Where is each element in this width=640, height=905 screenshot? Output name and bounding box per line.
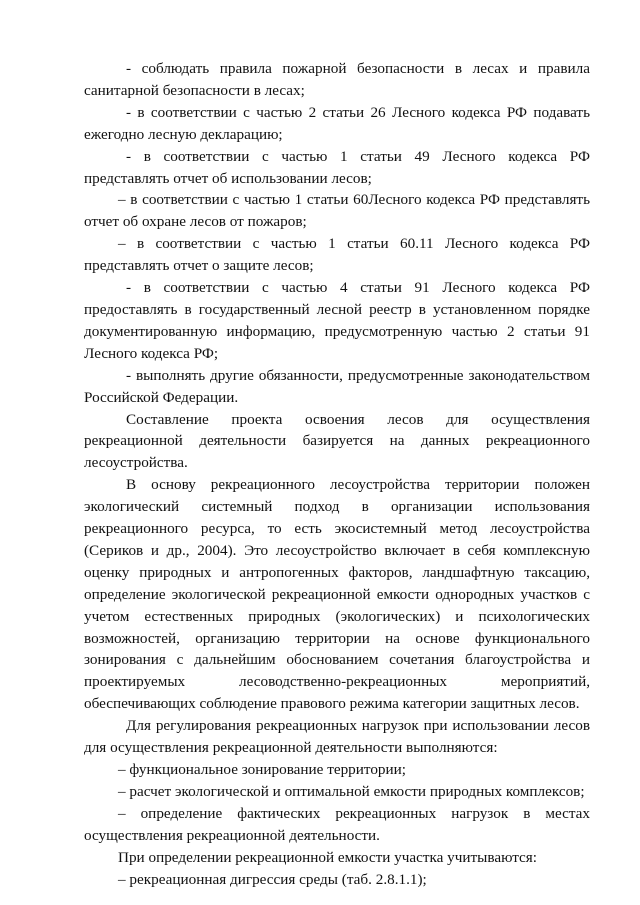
list-item-actual-loads: – определение фактических рекреационных нагрузок в местах осуществления рекреационной деятельности. xyxy=(84,804,590,844)
paragraph-project-basis: Составление проекта освоения лесов для осуществления рекреационной деятельности базируется на данных рекреационного лесоустройства. xyxy=(84,410,590,472)
paragraph-forest-protection-report: – в соответствии с частью 1 статьи 60.11 Лесного кодекса РФ представлять отчет о защите лесов; xyxy=(84,235,590,275)
paragraph-forest-registry: - в соответствии с частью 4 статьи 91 Лесного кодекса РФ предоставлять в государственный лесной реестр в установленном порядке документированную информацию, предусмотренную частью 2 статьи 91 Лесного кодекса РФ; xyxy=(84,279,590,362)
paragraph-usage-report: - в соответствии с частью 1 статьи 49 Лесного кодекса РФ представлять отчет об использовании лесов; xyxy=(84,147,590,187)
list-item-zoning: – функциональное зонирование территории; xyxy=(118,761,406,778)
document-page xyxy=(84,58,590,890)
paragraph-fire-safety: - соблюдать правила пожарной безопасности в лесах и правила санитарной безопасности в лесах; xyxy=(84,60,590,99)
list-item-digression: – рекреационная дигрессия среды (таб. 2.8.1.1); xyxy=(118,870,427,888)
paragraph-load-regulation: Для регулирования рекреационных нагрузок при использовании лесов для осуществления рекреационной деятельности выполняются: xyxy=(84,717,590,757)
paragraph-forest-declaration: - в соответствии с частью 2 статьи 26 Лесного кодекса РФ подавать ежегодно лесную декларацию; xyxy=(84,103,590,143)
paragraph-other-duties: - выполнять другие обязанности, предусмотренные законодательством Российской Федерации. xyxy=(84,366,590,406)
paragraph-ecosystem-method: В основу рекреационного лесоустройства территории положен экологический системный подход в организации использования рекреационного ресурса, то есть экосистемный метод лесоустройства (Сериков и др., 2004). Это лесоустройство включает в себя комплексную оценку природных и антропогенных факторов, ландшафтную таксацию, определение экологической рекреационной емкости однородных участков с учетом естественных природных (экологических) и психологических возможностей, организацию территории на основе функционального зонирования с дальнейшим обоснованием сочетания благоустройства и проектируемых лесоводственно-рекреационных мероприятий, обеспечивающих соблюдение правового режима категории защитных лесов. xyxy=(84,476,590,713)
list-item-capacity-calculation: – расчет экологической и оптимальной емкости природных комплексов; xyxy=(118,782,585,800)
paragraph-capacity-factors: При определении рекреационной емкости участка учитываются: xyxy=(118,848,538,866)
paragraph-fire-protection-report: – в соответствии с частью 1 статьи 60Лесного кодекса РФ представлять отчет об охране лесов от пожаров; xyxy=(84,191,590,231)
